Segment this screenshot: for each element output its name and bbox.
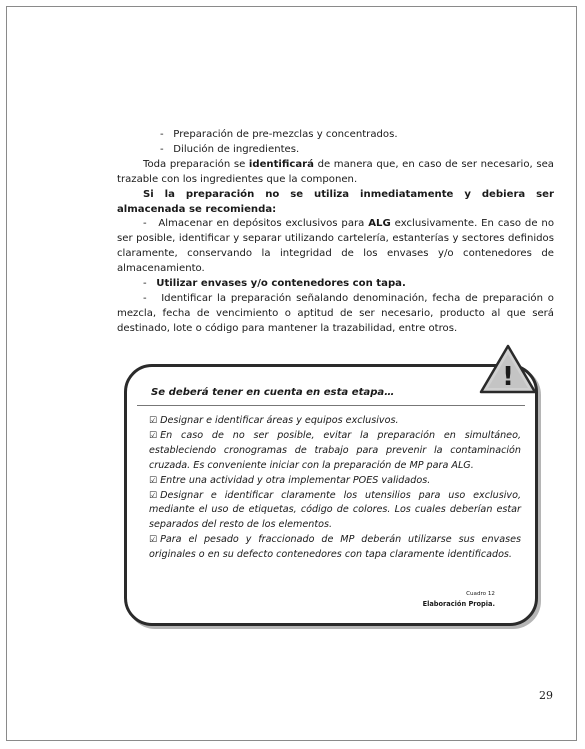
checkbox-icon: ☑ bbox=[149, 475, 158, 486]
warning-icon bbox=[478, 343, 538, 395]
checkbox-icon: ☑ bbox=[149, 490, 158, 501]
warning-symbol: ! bbox=[502, 362, 514, 392]
body-text bbox=[117, 128, 554, 337]
callout-item: ☑ En caso de no ser posible, evitar la preparación en simultáneo, estableciendo cronogramas de trabajo para prevenir la contaminación cruzada. Es conveniente iniciar con la preparación de MP para ALG. bbox=[149, 429, 521, 471]
callout-list bbox=[149, 414, 521, 563]
page-number: 29 bbox=[539, 689, 553, 702]
callout-item: ☑ Entre una actividad y otra implementar POES validados. bbox=[149, 474, 431, 486]
bullet-item: - Dilución de ingredientes. bbox=[160, 143, 300, 155]
callout-divider bbox=[137, 405, 525, 406]
callout-item: ☑ Designar e identificar claramente los utensilios para uso exclusivo, mediante el uso de etiquetas, código de colores. Los cuales deberían estar separados del resto de los elementos. bbox=[149, 489, 521, 531]
checkbox-icon: ☑ bbox=[149, 416, 158, 426]
paragraph-identification: Toda preparación se identificará de manera que, en caso de ser necesario, sea trazable con los ingredientes que la componen. bbox=[117, 158, 554, 185]
callout-item: ☑ Para el pesado y fraccionado de MP deberán utilizarse sus envases originales o en su defecto contenedores con tapa claramente identificados. bbox=[149, 534, 521, 561]
callout-item: ☑ Designar e identificar áreas y equipos exclusivos. bbox=[149, 415, 399, 426]
list-item-containers: - Utilizar envases y/o contenedores con tapa. bbox=[143, 278, 406, 290]
source-note: Elaboración Propia. bbox=[422, 600, 495, 608]
paragraph-storage: Si la preparación no se utiliza inmediatamente y debiera ser almacenada se recomienda: bbox=[117, 188, 554, 215]
callout-title: Se deberá tener en cuenta en esta etapa… bbox=[151, 387, 395, 398]
list-item-identify: - Identificar la preparación señalando denominación, fecha de preparación o mezcla, fecha de vencimiento o aptitud de ser necesario, producto al que será destinado, lote o código para mantener la trazabilidad, entre otros. bbox=[117, 292, 554, 334]
bullet-item: - Preparación de pre-mezclas y concentrados. bbox=[160, 129, 398, 140]
checkbox-icon: ☑ bbox=[149, 430, 158, 441]
checkbox-icon: ☑ bbox=[149, 535, 158, 546]
list-item-storage: - Almacenar en depósitos exclusivos para ALG exclusivamente. En caso de no ser posible, identificar y separar utilizando cartelería, estanterías y sectores definidos claramente, conservando la integridad de los envases y/o contenedores de almacenamiento. bbox=[117, 218, 554, 275]
table-caption: Cuadro 12 bbox=[466, 591, 495, 597]
callout-box bbox=[124, 364, 538, 626]
